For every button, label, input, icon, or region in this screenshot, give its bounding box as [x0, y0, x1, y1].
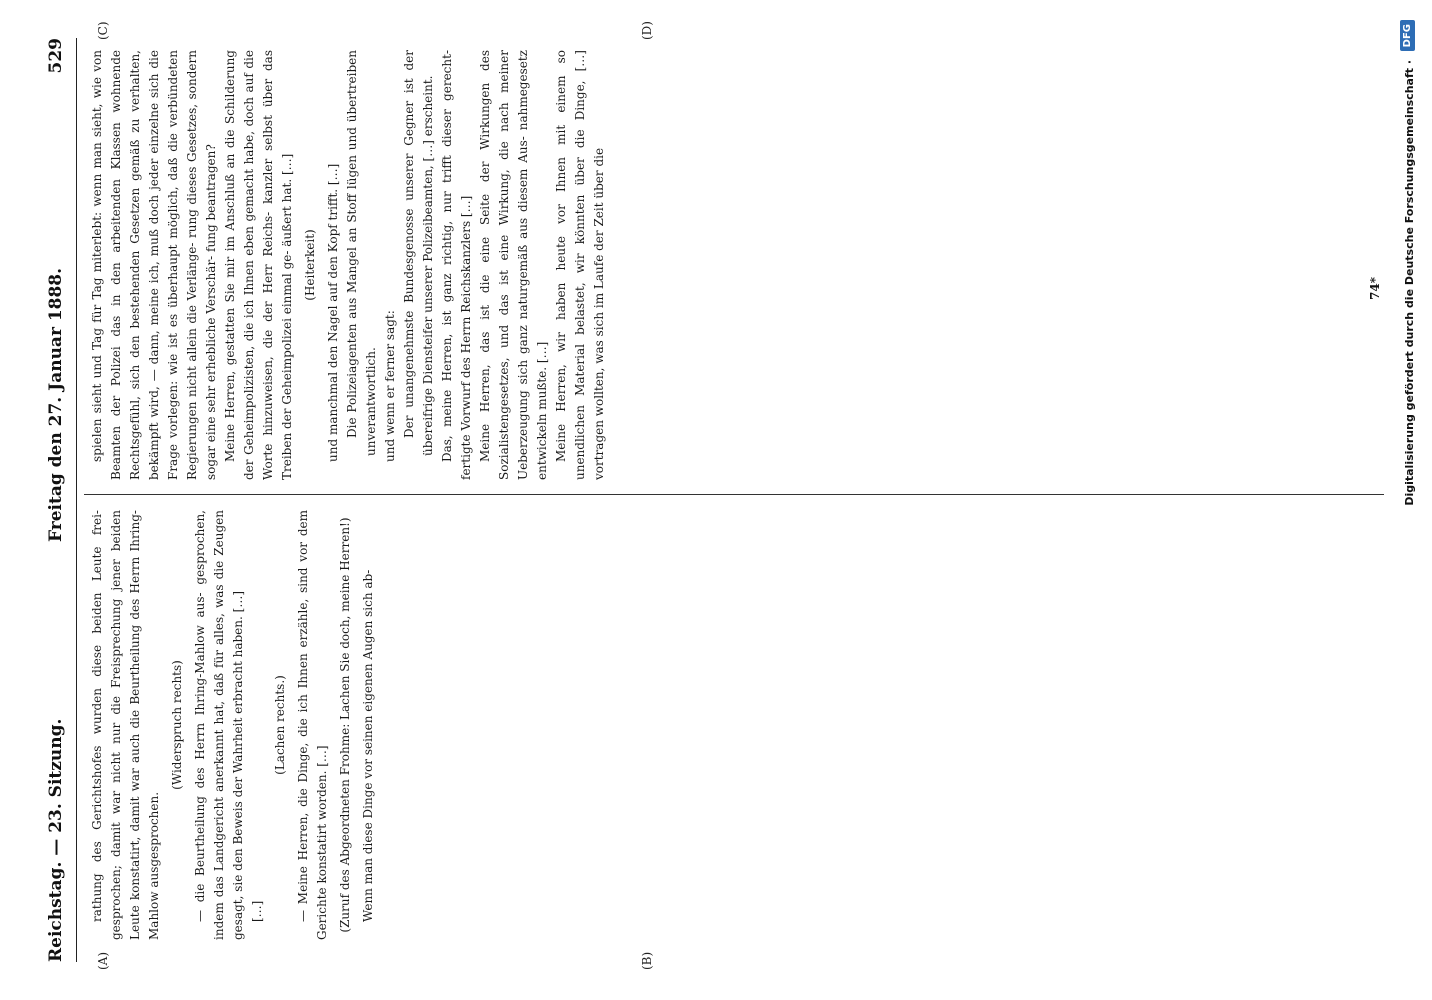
page-header: [46, 38, 70, 962]
interjection: (Widerspruch rechts): [170, 660, 184, 790]
interjection: (Zuruf des Abgeordneten Frohme: Lachen Sie doch, meine Herren!): [338, 517, 352, 933]
digitization-stamp: [1395, 0, 1425, 1000]
marker-d: (D): [640, 21, 654, 40]
paragraph: — Meine Herren, die Dinge, die ich Ihnen erzähle, sind vor dem Gerichte konstatirt worden. […]: [296, 510, 329, 940]
column-divider: [84, 494, 1384, 495]
paragraph: spielen sieht und Tag für Tag miterlebt: wenn man sieht, wie von Beamten der Polizei das in den arbeitenden Klassen wohnende Rechtsgefühl, sich den bestehenden Gesetzen gemäß zu verhalten, bekämpft wird, — dann, meine ich, muß doch jeder einzelne sich die Frage vorlegen: wie ist es überhaupt möglich, daß die verbündeten Regierungen nicht allein die Verlänge- rung dieses Gesetzes, sondern sogar eine sehr erhebliche Verschär- fung beantragen?: [90, 50, 218, 480]
page-number: 529: [46, 38, 66, 74]
left-column: [88, 510, 1378, 940]
paragraph: — die Beurtheilung des Herrn Ihring-Mahlow aus- gesprochen, indem das Landgericht anerkannt hat, daß für alles, was die Zeugen gesagt, sie den Beweis der Wahrheit erbracht haben. […]: [193, 510, 245, 940]
right-column: [88, 50, 1378, 480]
paragraph: und manchmal den Nagel auf den Kopf trifft. […]: [326, 163, 340, 462]
marker-b: (B): [640, 951, 654, 970]
paragraph: Wenn man diese Dinge vor seinen eigenen Augen sich ab-: [361, 569, 375, 922]
paragraph: Meine Herren, das ist die eine Seite der Wirkungen des Sozialistengesetzes, und das ist eine Wirkung, die nach meiner Ueberzeugung sich ganz naturgemäß aus diesem Aus- nahmegesetz entwickeln mußte. […]: [478, 50, 549, 480]
marker-c: (C): [96, 21, 110, 40]
header-left: Reichstag. — 23. Sitzung.: [46, 718, 66, 962]
paragraph: Meine Herren, wir haben heute vor Ihnen mit einem so unendlichen Material belastet, wir könnten über die Dinge, […] vortragen wollten, was sich im Laufe der Zeit über die: [554, 50, 606, 480]
interjection: (Heiterkeit): [303, 229, 317, 301]
dfg-logo: DFG: [1400, 20, 1415, 51]
interjection: (Lachen rechts.): [273, 675, 287, 775]
quotation: Die Polizeiagenten aus Mangel an Stoff lügen und übertreiben unverantwortlich.: [345, 50, 378, 456]
header-center: Freitag den 27. Januar 1888.: [46, 267, 66, 542]
paragraph: Das, meine Herren, ist ganz richtig, nur trifft dieser gerecht- fertigte Vorwurf des Herrn Reichskanzlers […]: [440, 50, 473, 480]
paragraph: Meine Herren, gestatten Sie mir im Anschluß an die Schilderung der Geheimpolizisten, die ich Ihnen eben gemacht habe, doch auf die Worte hinzuweisen, die der Herr Reichs- kanzler selbst über das Treiben der Geheimpolizei einmal ge- äußert hat. […]: [223, 50, 294, 480]
paragraph: rathung des Gerichtshofes wurden diese beiden Leute frei- gesprochen; damit war nicht nur die Freisprechung jener beiden Leute konstatirt, damit war auch die Beurtheilung des Herrn Ihring-Mahlow ausgesprochen.: [90, 510, 161, 940]
digitization-note: Digitalisierung gefördert durch die Deutsche Forschungsgemeinschaft ·: [1403, 60, 1416, 506]
quotation: Der unangenehmste Bundesgenosse unserer Gegner ist der übereifrige Diensteifer unserer Polizeibeamten, […] erscheint.: [402, 50, 435, 456]
signature-mark: 74*: [1368, 277, 1382, 300]
paragraph: und wenn er ferner sagt:: [383, 310, 397, 462]
marker-a: (A): [96, 951, 110, 970]
header-rule: [76, 38, 77, 962]
paragraph: […]: [250, 900, 264, 922]
